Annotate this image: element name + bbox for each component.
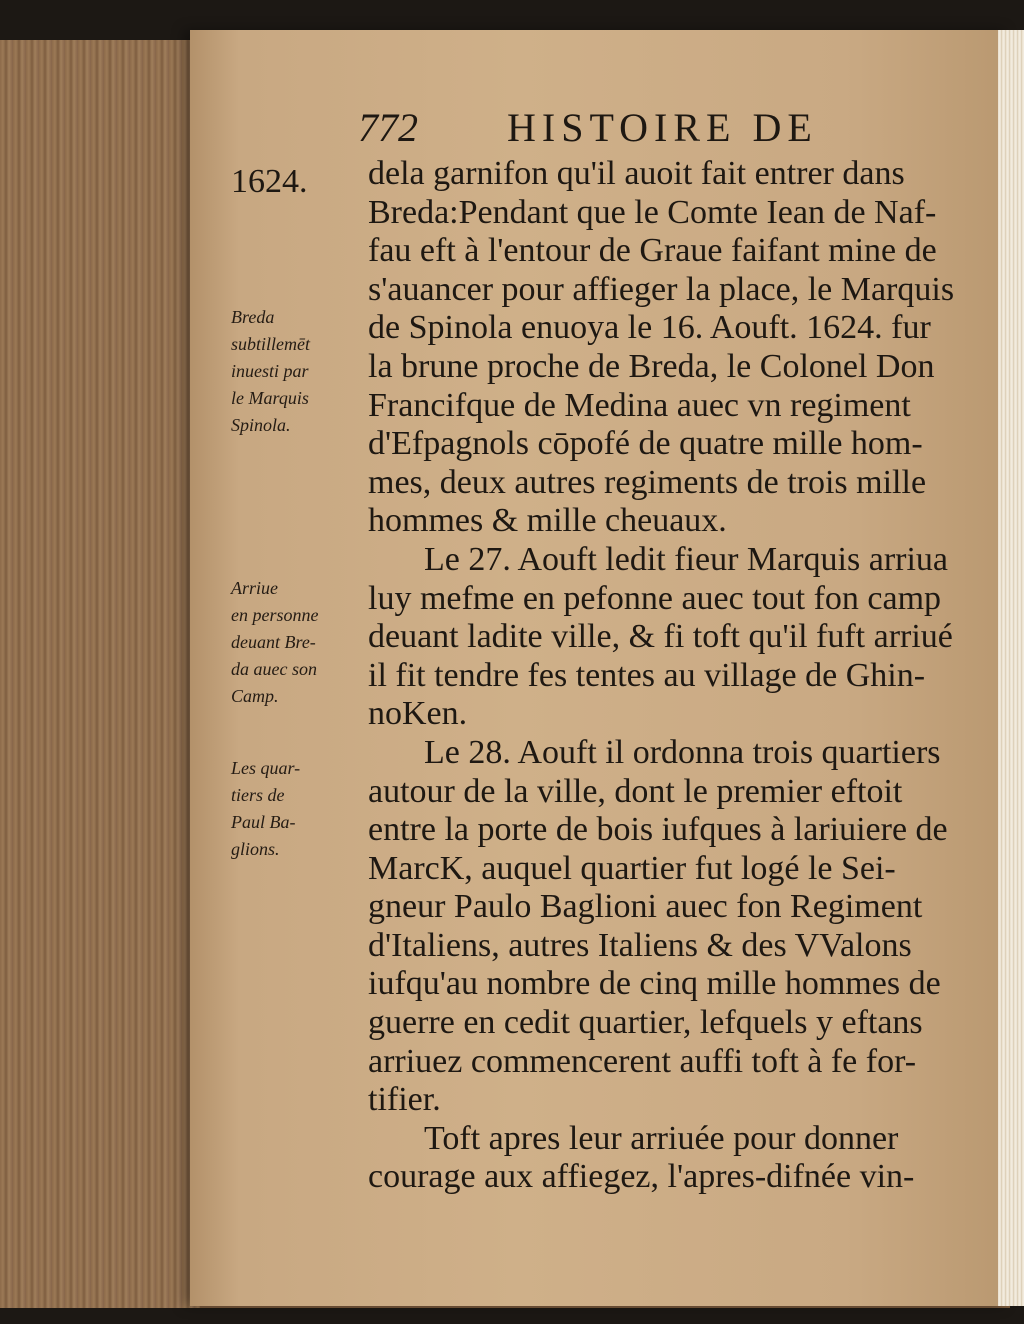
- text-line: d'Efpagnols cōpofé de quatre mille hom-: [368, 425, 923, 463]
- margin-note-quarters: [231, 755, 371, 863]
- margin-year: 1624.: [231, 163, 308, 200]
- body-text: [368, 155, 980, 1197]
- text-line: courage aux affiegez, l'apres-difnée vin-: [368, 1158, 915, 1196]
- stacked-page-edges: [0, 40, 200, 1308]
- text-line: MarcK, auquel quartier fut logé le Sei-: [368, 849, 896, 887]
- margin-note-line: inuesti par: [231, 361, 309, 381]
- text-line: fau eft à l'entour de Graue faifant mine de: [368, 232, 937, 270]
- text-line: hommes & mille cheuaux.: [368, 502, 727, 540]
- text-line: entre la porte de bois iufques à lariuiere de: [368, 811, 948, 849]
- page-number: 772: [358, 105, 418, 150]
- margin-note-line: Camp.: [231, 686, 279, 706]
- text-line: Le 27. Aouft ledit fieur Marquis arriua: [424, 540, 949, 578]
- text-line: Breda:Pendant que le Comte Iean de Naf-: [368, 193, 937, 231]
- text-line: il fit tendre fes tentes au village de Ghin-: [368, 656, 926, 694]
- margin-note-line: Arriue: [231, 578, 278, 598]
- margin-note-line: da auec son: [231, 659, 317, 679]
- text-line: iufqu'au nombre de cinq mille hommes de: [368, 965, 941, 1003]
- text-line: deuant ladite ville, & fi toft qu'il fuft arriué: [368, 618, 953, 656]
- margin-note-line: glions.: [231, 839, 280, 859]
- text-line: arriuez commencerent auffi toft à fe for-: [368, 1042, 917, 1080]
- text-line: gneur Paulo Baglioni auec fon Regiment: [368, 888, 923, 926]
- margin-note-line: Breda: [231, 307, 275, 327]
- margin-note-line: Spinola.: [231, 415, 291, 435]
- text-line: la brune proche de Breda, le Colonel Don: [368, 347, 935, 385]
- margin-note-line: tiers de: [231, 785, 285, 805]
- margin-note-line: Paul Ba-: [231, 812, 296, 832]
- text-line: autour de la ville, dont le premier eftoit: [368, 772, 903, 810]
- text-line: de Spinola enuoya le 16. Aouft. 1624. fur: [368, 309, 931, 347]
- margin-note-arrival: [231, 575, 371, 710]
- text-line: Francifque de Medina auec vn regiment: [368, 386, 911, 424]
- margin-note-line: subtillemēt: [231, 334, 310, 354]
- text-line: guerre en cedit quartier, lefquels y eftans: [368, 1004, 923, 1042]
- running-title: HISTOIRE DE: [507, 105, 818, 150]
- text-line: dela garnifon qu'il auoit fait entrer dans: [368, 155, 905, 192]
- margin-note-line: le Marquis: [231, 388, 309, 408]
- text-line: noKen.: [368, 695, 468, 733]
- text-line: s'auancer pour affieger la place, le Marquis: [368, 270, 955, 308]
- margin-note-line: Les quar-: [231, 758, 301, 778]
- text-line: Le 28. Aouft il ordonna trois quartiers: [424, 733, 941, 771]
- text-line: mes, deux autres regiments de trois mille: [368, 463, 927, 501]
- text-line: Toft apres leur arriuée pour donner: [424, 1119, 899, 1157]
- text-line: luy mefme en pefonne auec tout fon camp: [368, 579, 942, 617]
- margin-note-line: deuant Bre-: [231, 632, 316, 652]
- facing-page-edge: [998, 30, 1024, 1306]
- text-line: tifier.: [368, 1081, 441, 1119]
- margin-note-breda: [231, 304, 371, 439]
- text-line: d'Italiens, autres Italiens & des VValons: [368, 926, 912, 964]
- margin-note-line: en personne: [231, 605, 319, 625]
